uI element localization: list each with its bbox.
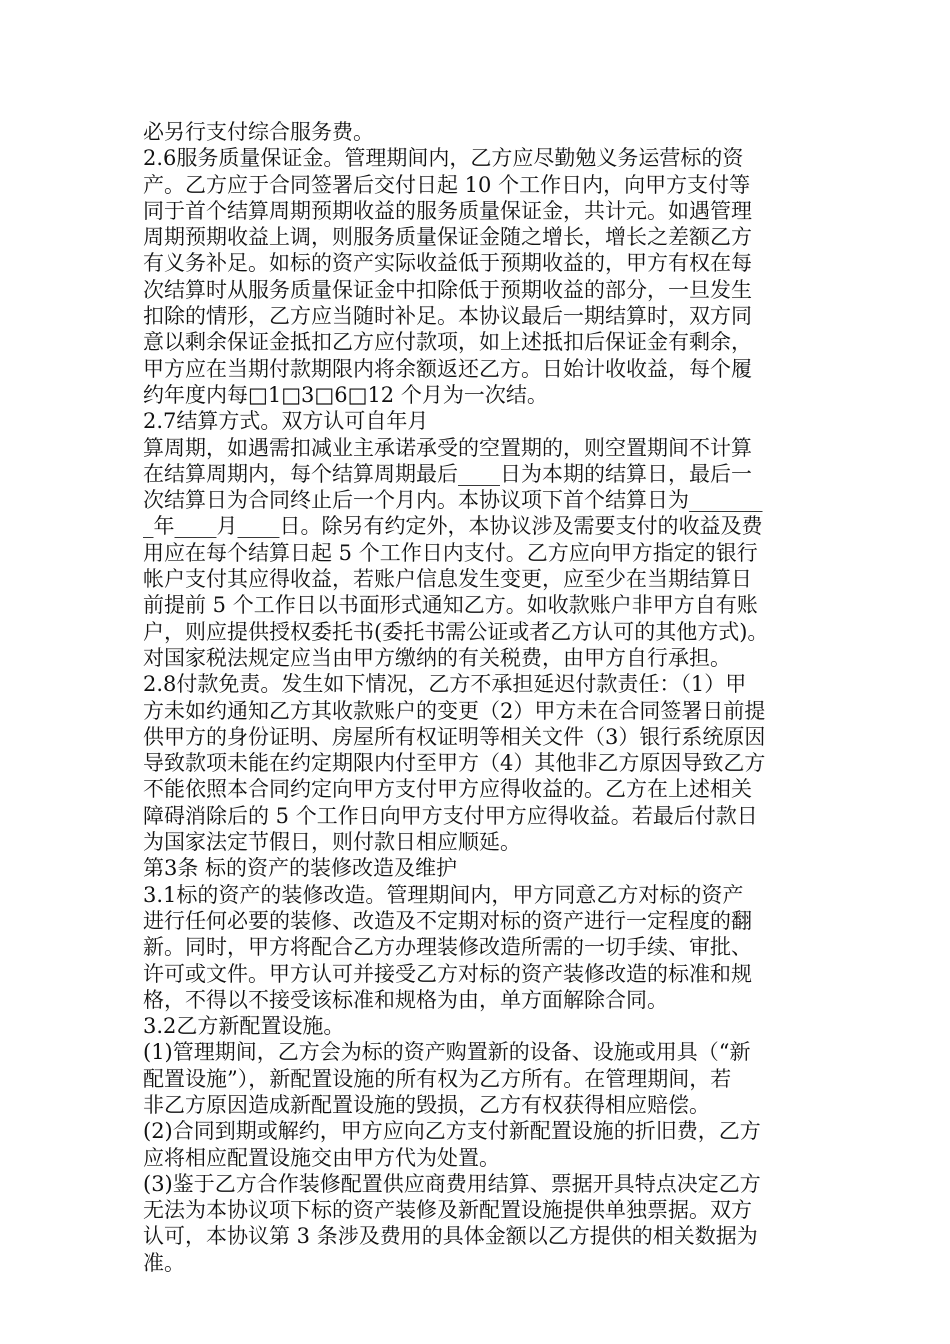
document-body — [143, 119, 823, 1276]
text-line: 不能依照本合同约定向甲方支付甲方应得收益的。乙方在上述相关 — [143, 777, 752, 802]
text-line: 进行任何必要的装修、改造及不定期对标的资产进行一定程度的翻 — [143, 908, 752, 933]
section-3-2-heading: 3.2乙方新配置设施。 — [143, 1014, 345, 1039]
text-line: 在结算周期内，每个结算周期最后____日为本期的结算日，最后一 — [143, 461, 752, 486]
clause-2-line: (2)合同到期或解约，甲方应向乙方支付新配置设施的折旧费，乙方 — [143, 1119, 761, 1144]
text-line: 周期预期收益上调，则服务质量保证金随之增长，增长之差额乙方 — [143, 225, 752, 250]
text-line: 扣除的情形，乙方应当随时补足。本协议最后一期结算时，双方同 — [143, 304, 752, 329]
text-line: 次结算时从服务质量保证金中扣除低于预期收益的部分，一旦发生 — [143, 277, 752, 302]
text-line: 为国家法定节假日，则付款日相应顺延。 — [143, 830, 521, 855]
text-line: 许可或文件。甲方认可并接受乙方对标的资产装修改造的标准和规 — [143, 961, 752, 986]
text-line: 同于首个结算周期预期收益的服务质量保证金，共计元。如遇管理 — [143, 198, 752, 223]
text-line: 甲方应在当期付款期限内将余额返还乙方。日始计收收益，每个履 — [143, 356, 752, 381]
text-line: 对国家税法规定应当由甲方缴纳的有关税费，由甲方自行承担。 — [143, 645, 731, 670]
section-2-6-heading-line: 2.6服务质量保证金。管理期间内，乙方应尽勤勉义务运营标的资 — [143, 146, 744, 171]
text-line: 准。 — [143, 1250, 185, 1275]
section-2-8-heading-line: 2.8付款免责。发生如下情况，乙方不承担延迟付款责任：（1）甲 — [143, 672, 747, 697]
text-line: 户，则应提供授权委托书(委托书需公证或者乙方认可的其他方式)。 — [143, 619, 769, 644]
text-line: 格，不得以不接受该标准和规格为由，单方面解除合同。 — [143, 987, 668, 1012]
text-line: 用应在每个结算日起 5 个工作日内支付。乙方应向甲方指定的银行 — [143, 540, 758, 565]
text-line: 有义务补足。如标的资产实际收益低于预期收益的，甲方有权在每 — [143, 251, 752, 276]
text-line: 产。乙方应于合同签署后交付日起 10 个工作日内，向甲方支付等 — [143, 172, 751, 197]
text-line: 障碍消除后的 5 个工作日向甲方支付甲方应得收益。若最后付款日 — [143, 803, 758, 828]
text-line: 配置设施”），新配置设施的所有权为乙方所有。在管理期间，若 — [143, 1066, 732, 1091]
clause-3-line: (3)鉴于乙方合作装修配置供应商费用结算、票据开具特点决定乙方 — [143, 1171, 761, 1196]
text-line: 前提前 5 个工作日以书面形式通知乙方。如收款账户非甲方自有账 — [143, 593, 758, 618]
section-3-1-heading-line: 3.1标的资产的装修改造。管理期间内，甲方同意乙方对标的资产 — [143, 882, 744, 907]
text-line: 算周期，如遇需扣减业主承诺承受的空置期的，则空置期间不计算 — [143, 435, 752, 460]
text-line: 帐户支付其应得收益，若账户信息发生变更，应至少在当期结算日 — [143, 567, 752, 592]
text-line: 无法为本协议项下标的资产装修及新配置设施提供单独票据。双方 — [143, 1198, 752, 1223]
text-line: 方未如约通知乙方其收款账户的变更（2）甲方未在合同签署日前提 — [143, 698, 766, 723]
text-line: 约年度内每□1□3□6□12 个月为一次结。 — [143, 382, 548, 407]
text-line: 非乙方原因造成新配置设施的毁损，乙方有权获得相应赔偿。 — [143, 1092, 710, 1117]
text-line: 意以剩余保证金抵扣乙方应付款项，如上述抵扣后保证金有剩余， — [143, 330, 752, 355]
article-3-heading: 第3条 标的资产的装修改造及维护 — [143, 856, 458, 881]
clause-1-line: (1)管理期间，乙方会为标的资产购置新的设备、设施或用具（“新 — [143, 1040, 751, 1065]
text-line: _年____月____日。除另有约定外，本协议涉及需要支付的收益及费 — [143, 514, 763, 539]
text-line: 导致款项未能在约定期限内付至甲方（4）其他非乙方原因导致乙方 — [143, 751, 766, 776]
text-line: 次结算日为合同终止后一个月内。本协议项下首个结算日为_______ — [143, 488, 763, 513]
text-line: 新。同时，甲方将配合乙方办理装修改造所需的一切手续、审批、 — [143, 935, 752, 960]
text-line: 供甲方的身份证明、房屋所有权证明等相关文件（3）银行系统原因 — [143, 724, 766, 749]
text-line: 必另行支付综合服务费。 — [143, 120, 374, 144]
text-line: 应将相应配置设施交由甲方代为处置。 — [143, 1145, 500, 1170]
section-2-7-heading-line: 2.7结算方式。双方认可自年月 — [143, 409, 429, 434]
text-line: 认可，本协议第 3 条涉及费用的具体金额以乙方提供的相关数据为 — [143, 1224, 758, 1249]
